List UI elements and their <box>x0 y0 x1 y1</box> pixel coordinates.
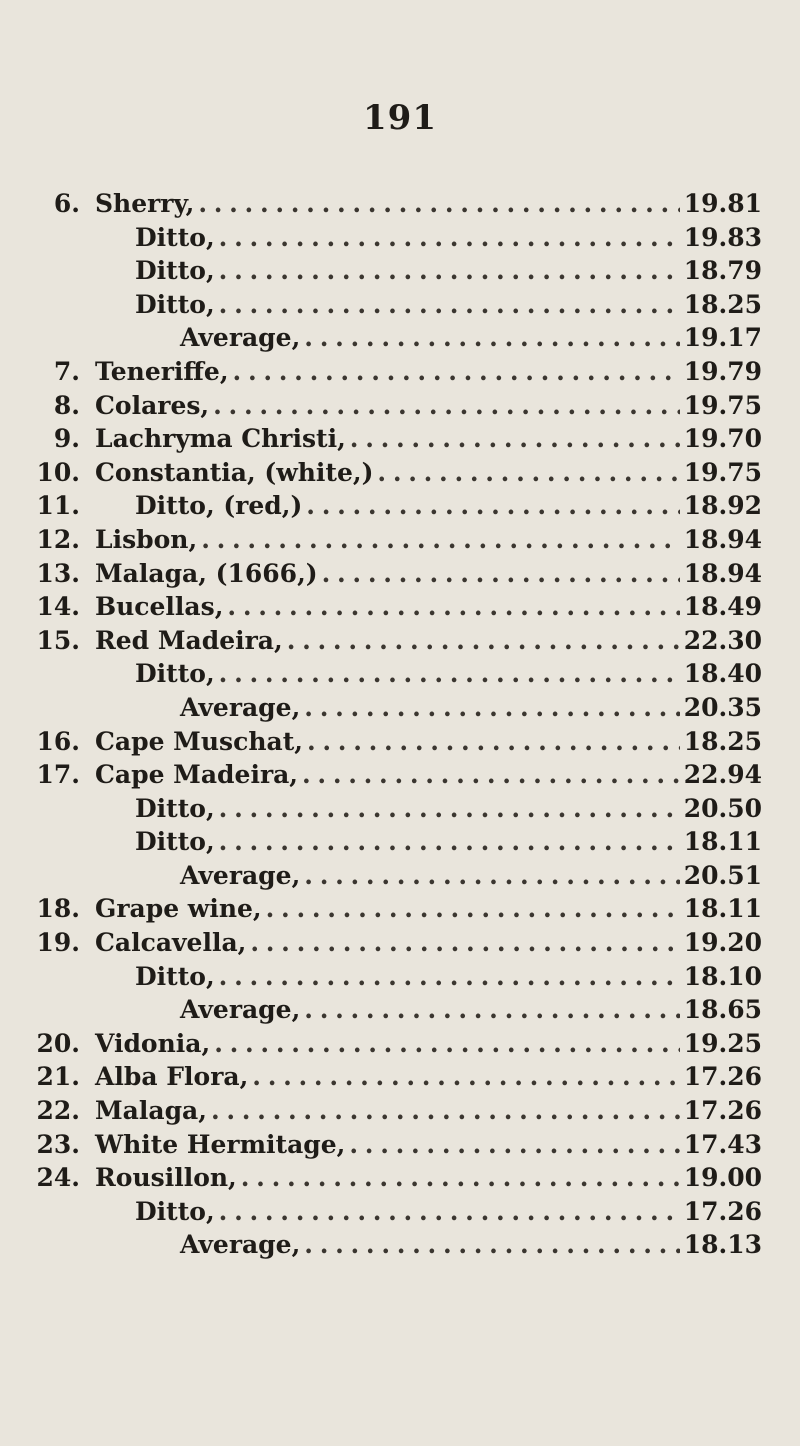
table-row <box>0 1228 800 1262</box>
table-row <box>0 1195 800 1229</box>
table-row <box>0 725 800 759</box>
alcohol-value: 19.20 <box>683 928 762 958</box>
wine-name: Cape Madeira, <box>95 760 299 790</box>
alcohol-value: 18.25 <box>683 726 762 756</box>
dot-leader <box>266 892 680 926</box>
table-row <box>0 590 800 624</box>
dot-leader <box>219 960 680 994</box>
entry-number: 16. <box>36 726 80 756</box>
page-number: 191 <box>363 98 437 138</box>
table-row <box>0 1161 800 1195</box>
alcohol-value: 19.75 <box>683 457 762 487</box>
entry-body <box>135 657 762 691</box>
table-row <box>0 1128 800 1162</box>
table-row <box>0 288 800 322</box>
dot-leader <box>227 590 679 624</box>
alcohol-value: 17.26 <box>683 1062 762 1092</box>
dot-leader <box>219 254 680 288</box>
dot-leader <box>219 288 680 322</box>
entry-number: 24. <box>36 1163 80 1193</box>
table-row <box>0 422 800 456</box>
entry-body <box>95 590 762 624</box>
alcohol-value: 17.26 <box>683 1196 762 1226</box>
entry-body <box>135 792 762 826</box>
wine-name: Bucellas, <box>95 592 224 622</box>
alcohol-value: 18.40 <box>683 659 762 689</box>
table-row <box>0 456 800 490</box>
entry-number: 8. <box>53 390 80 420</box>
dot-leader <box>250 926 679 960</box>
wine-name: Vidonia, <box>95 1028 211 1058</box>
table-row <box>0 892 800 926</box>
entry-body <box>95 1161 762 1195</box>
dot-leader <box>211 1094 680 1128</box>
dot-leader <box>219 1195 680 1229</box>
entry-body <box>95 725 762 759</box>
wine-name: Lisbon, <box>95 524 198 554</box>
entry-number: 14. <box>36 592 80 622</box>
entry-number: 21. <box>36 1062 80 1092</box>
wine-name: Lachryma Christi, <box>95 424 346 454</box>
dot-leader <box>219 657 680 691</box>
entry-number: 13. <box>36 558 80 588</box>
table-row <box>0 758 800 792</box>
wine-table <box>0 187 800 1262</box>
table-row <box>0 557 800 591</box>
alcohol-value: 18.49 <box>683 592 762 622</box>
dot-leader <box>304 1228 679 1262</box>
entry-number: 17. <box>36 760 80 790</box>
entry-body <box>135 254 762 288</box>
wine-name: Malaga, <box>95 1096 207 1126</box>
dot-leader <box>214 1027 680 1061</box>
entry-body <box>180 993 762 1027</box>
entry-number: 12. <box>36 524 80 554</box>
entry-body <box>180 1228 762 1262</box>
alcohol-value: 19.17 <box>683 323 762 353</box>
wine-name: Ditto, <box>135 222 215 252</box>
wine-name: Malaga, (1666,) <box>95 558 318 588</box>
dot-leader <box>304 691 679 725</box>
table-row <box>0 691 800 725</box>
table-row <box>0 187 800 221</box>
entry-body <box>95 389 762 423</box>
dot-leader <box>350 422 680 456</box>
entry-body <box>180 859 762 893</box>
entry-body <box>95 1128 762 1162</box>
dot-leader <box>219 792 680 826</box>
dot-leader <box>198 187 679 221</box>
entry-body <box>180 321 762 355</box>
wine-name: White Hermitage, <box>95 1129 346 1159</box>
table-row <box>0 221 800 255</box>
alcohol-value: 18.11 <box>683 894 762 924</box>
wine-name: Constantia, (white,) <box>95 457 374 487</box>
table-row <box>0 993 800 1027</box>
entry-body <box>95 1027 762 1061</box>
alcohol-value: 18.65 <box>683 995 762 1025</box>
dot-leader <box>306 489 679 523</box>
dot-leader <box>349 1128 679 1162</box>
entry-body <box>95 523 762 557</box>
dot-leader <box>219 825 680 859</box>
wine-name: Average, <box>180 1230 301 1260</box>
table-row <box>0 389 800 423</box>
dot-leader <box>219 221 680 255</box>
entry-body <box>95 892 762 926</box>
wine-name: Ditto, <box>135 793 215 823</box>
entry-number: 18. <box>36 894 80 924</box>
table-row <box>0 1027 800 1061</box>
alcohol-value: 18.79 <box>683 256 762 286</box>
alcohol-value: 19.83 <box>683 222 762 252</box>
wine-name: Average, <box>180 323 301 353</box>
entry-number: 10. <box>36 457 80 487</box>
wine-name: Average, <box>180 995 301 1025</box>
table-row <box>0 825 800 859</box>
wine-name: Ditto, (red,) <box>135 491 303 521</box>
wine-name: Ditto, <box>135 1196 215 1226</box>
dot-leader <box>252 1060 679 1094</box>
entry-body <box>135 960 762 994</box>
table-row <box>0 624 800 658</box>
entry-body <box>135 221 762 255</box>
alcohol-value: 19.79 <box>683 356 762 386</box>
alcohol-value: 20.51 <box>683 860 762 890</box>
entry-number: 7. <box>53 356 80 386</box>
entry-body <box>95 1094 762 1128</box>
alcohol-value: 20.50 <box>683 793 762 823</box>
entry-body <box>95 624 762 658</box>
dot-leader <box>213 389 680 423</box>
dot-leader <box>377 456 679 490</box>
wine-name: Teneriffe, <box>95 356 229 386</box>
dot-leader <box>307 725 680 759</box>
wine-name: Red Madeira, <box>95 625 283 655</box>
alcohol-value: 18.94 <box>683 524 762 554</box>
entry-body <box>135 1195 762 1229</box>
dot-leader <box>302 758 680 792</box>
entry-body <box>95 758 762 792</box>
wine-name: Colares, <box>95 390 210 420</box>
alcohol-value: 19.70 <box>683 424 762 454</box>
entry-body <box>180 691 762 725</box>
wine-name: Ditto, <box>135 961 215 991</box>
alcohol-value: 19.81 <box>683 189 762 218</box>
dot-leader <box>233 355 680 389</box>
wine-name: Ditto, <box>135 827 215 857</box>
alcohol-value: 19.25 <box>683 1028 762 1058</box>
wine-name: Ditto, <box>135 659 215 689</box>
wine-name: Alba Flora, <box>95 1062 249 1092</box>
alcohol-value: 22.94 <box>683 760 762 790</box>
dot-leader <box>322 557 680 591</box>
table-row <box>0 1094 800 1128</box>
table-row <box>0 489 800 523</box>
table-row <box>0 657 800 691</box>
entry-number: 19. <box>36 928 80 958</box>
table-row <box>0 960 800 994</box>
entry-body <box>95 187 762 221</box>
alcohol-value: 18.11 <box>683 827 762 857</box>
entry-body <box>95 926 762 960</box>
alcohol-value: 17.43 <box>683 1129 762 1159</box>
dot-leader <box>304 321 679 355</box>
wine-name: Cape Muschat, <box>95 726 303 756</box>
wine-name: Ditto, <box>135 289 215 319</box>
entry-body <box>95 1060 762 1094</box>
entry-number: 20. <box>36 1028 80 1058</box>
wine-name: Calcavella, <box>95 928 247 958</box>
table-row <box>0 254 800 288</box>
table-row <box>0 321 800 355</box>
dot-leader <box>241 1161 680 1195</box>
table-row <box>0 859 800 893</box>
entry-number: 11. <box>36 491 80 521</box>
alcohol-value: 22.30 <box>683 625 762 655</box>
alcohol-value: 19.75 <box>683 390 762 420</box>
alcohol-value: 19.00 <box>683 1163 762 1193</box>
entry-number: 15. <box>36 625 80 655</box>
entry-body <box>95 456 762 490</box>
alcohol-value: 18.13 <box>683 1230 762 1260</box>
table-row <box>0 523 800 557</box>
wine-name: Grape wine, <box>95 894 262 924</box>
table-row <box>0 926 800 960</box>
alcohol-value: 18.25 <box>683 289 762 319</box>
dot-leader <box>287 624 680 658</box>
wine-name: Rousillon, <box>95 1163 237 1193</box>
dot-leader <box>304 993 679 1027</box>
entry-body <box>95 557 762 591</box>
entry-body <box>95 422 762 456</box>
entry-body <box>135 288 762 322</box>
dot-leader <box>201 523 680 557</box>
table-row <box>0 355 800 389</box>
dot-leader <box>304 859 679 893</box>
table-row <box>0 792 800 826</box>
entry-number: 6. <box>53 189 80 218</box>
wine-name: Sherry, <box>95 189 195 218</box>
entry-body <box>95 355 762 389</box>
alcohol-value: 18.94 <box>683 558 762 588</box>
alcohol-value: 17.26 <box>683 1096 762 1126</box>
wine-name: Average, <box>180 692 301 722</box>
alcohol-value: 18.10 <box>683 961 762 991</box>
alcohol-value: 18.92 <box>683 491 762 521</box>
table-row <box>0 1060 800 1094</box>
alcohol-value: 20.35 <box>683 692 762 722</box>
entry-number: 9. <box>53 424 80 454</box>
wine-name: Average, <box>180 860 301 890</box>
entry-body <box>135 489 762 523</box>
wine-name: Ditto, <box>135 256 215 286</box>
entry-body <box>135 825 762 859</box>
entry-number: 23. <box>36 1129 80 1159</box>
entry-number: 22. <box>36 1096 80 1126</box>
